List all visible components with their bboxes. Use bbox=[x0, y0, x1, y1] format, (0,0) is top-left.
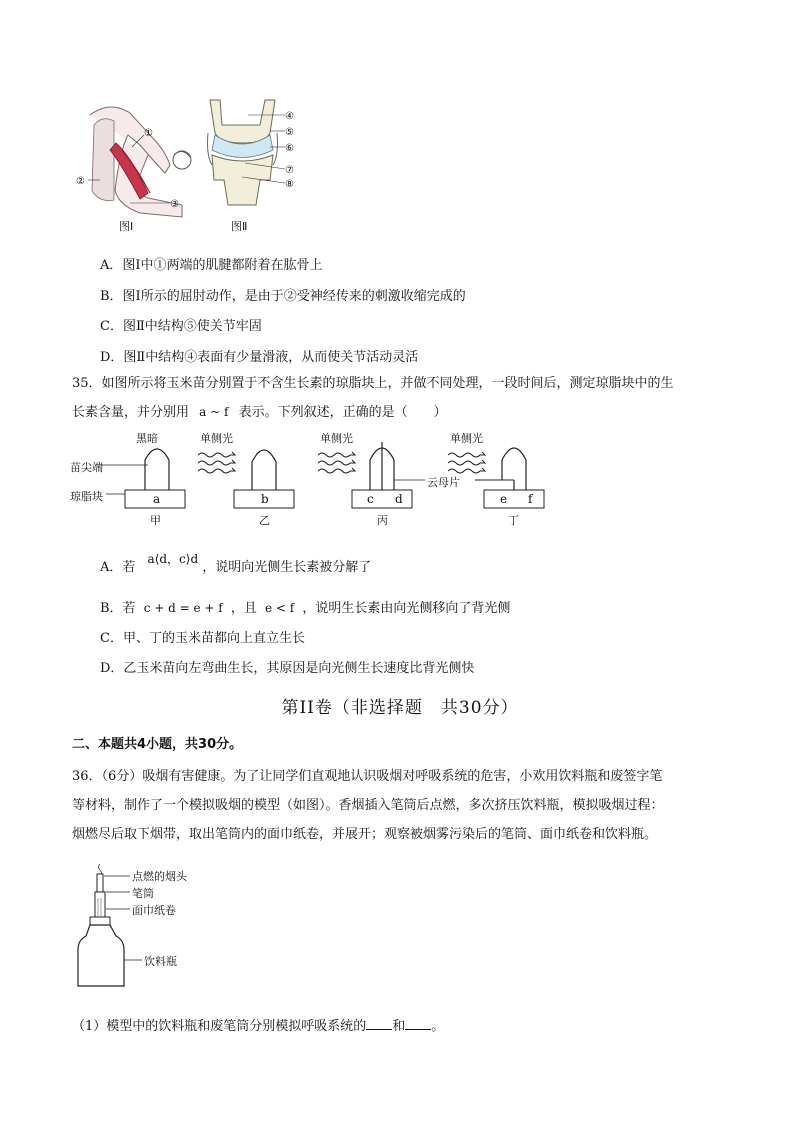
caption-yi: 乙 bbox=[259, 514, 270, 527]
q34-option-c: C．图Ⅱ中结构⑤使关节牢固 bbox=[100, 319, 262, 334]
agar-block-ding bbox=[484, 490, 544, 508]
q35-b-pre: B．若 bbox=[100, 601, 136, 616]
label-mica: 云母片 bbox=[427, 476, 460, 489]
q35-line2-pre: 长素含量，并分别用 bbox=[72, 405, 190, 420]
q35-option-d: D．乙玉米苗向左弯曲生长，其原因是向光侧生长速度比背光侧快 bbox=[100, 661, 475, 676]
q35-line2 bbox=[72, 398, 732, 427]
label-tip: 苗尖端 bbox=[70, 461, 103, 474]
answer-blank-1 bbox=[366, 1017, 392, 1030]
fig2-caption: 图Ⅱ bbox=[231, 220, 248, 233]
q36-sub1 bbox=[72, 1015, 444, 1034]
fig1-caption: 图Ⅰ bbox=[119, 220, 134, 233]
agar-block-bing bbox=[352, 490, 412, 508]
label-dark: 黑暗 bbox=[136, 432, 158, 445]
q36-line2: 等材料，制作了一个模拟吸烟的模型（如图）。香烟插入笔筒后点燃，多次挤压饮料瓶，模拟吸烟过程： bbox=[72, 798, 664, 813]
q36-line1: 36．（6分）吸烟有害健康。为了让同学们直观地认识吸烟对呼吸系统的危害，小欢用饮料瓶和废签字笔 bbox=[72, 769, 663, 784]
block-c: c bbox=[367, 492, 374, 506]
label-light-yi: 单侧光 bbox=[200, 432, 233, 445]
q35-line2-post: 表示。下列叙述，正确的是（ ） bbox=[238, 405, 447, 420]
q36-stem bbox=[72, 762, 732, 849]
smoking-model-figure bbox=[72, 862, 272, 992]
label-tissue-roll: 面巾纸卷 bbox=[132, 904, 176, 917]
q35-option-a bbox=[100, 552, 372, 575]
marker-7: ⑦ bbox=[285, 165, 294, 176]
block-d: d bbox=[395, 492, 403, 506]
q36-sub1-pre: （1）模型中的饮料瓶和废笔筒分别模拟呼吸系统的 bbox=[72, 1019, 367, 1034]
answer-blank-2 bbox=[405, 1017, 431, 1030]
q36-line3: 烟燃尽后取下烟带，取出笔筒内的面巾纸卷，并展开；观察被烟雾污染后的笔筒、面巾纸卷和饮料瓶。 bbox=[72, 827, 658, 842]
q34-option-a: A．图Ⅰ中①两端的肌腱都附着在肱骨上 bbox=[100, 258, 323, 273]
marker-6: ⑥ bbox=[285, 143, 294, 154]
label-bottle: 饮料瓶 bbox=[144, 955, 177, 968]
seedling-jia bbox=[145, 449, 169, 490]
q35-stem bbox=[72, 369, 732, 427]
q34-option-b: B．图Ⅰ所示的屈肘动作，是由于②受神经传来的刺激收缩完成的 bbox=[100, 289, 466, 304]
seedling-yi bbox=[252, 450, 276, 490]
label-pen-tube: 笔筒 bbox=[132, 887, 154, 900]
caption-bing: 丙 bbox=[377, 514, 388, 527]
block-e: e bbox=[500, 492, 508, 506]
q35-b-post: ，说明生长素由向光侧移向了背光侧 bbox=[302, 601, 511, 616]
marker-3: ③ bbox=[170, 199, 179, 210]
marker-1: ① bbox=[144, 128, 153, 139]
caption-ding: 丁 bbox=[508, 514, 519, 527]
label-lit-cigarette: 点燃的烟头 bbox=[132, 870, 187, 883]
bottle bbox=[78, 925, 124, 986]
q35-b-math1: c + d = e + f bbox=[143, 601, 223, 615]
q35-option-b bbox=[100, 597, 510, 616]
marker-8: ⑧ bbox=[285, 179, 294, 190]
section-title: 第II卷（非选择题 共30分） bbox=[281, 698, 519, 718]
q35-b-math2: e < f bbox=[265, 601, 295, 615]
marker-4: ④ bbox=[285, 111, 294, 122]
arm-diagram bbox=[76, 107, 191, 217]
q35-b-mid: ，且 bbox=[230, 601, 257, 616]
q36-sub1-mid: 和 bbox=[392, 1019, 406, 1034]
block-b: b bbox=[261, 492, 269, 506]
block-a: a bbox=[153, 492, 161, 506]
q35-a-pre: A．若 bbox=[100, 560, 136, 575]
wavy-light-bing bbox=[318, 453, 350, 473]
wavy-light-ding bbox=[448, 453, 480, 473]
q34-option-d: D．图Ⅱ中结构④表面有少量滑液，从而使关节活动灵活 bbox=[100, 350, 419, 365]
q35-option-c: C．甲、丁的玉米苗都向上直立生长 bbox=[100, 631, 305, 646]
marker-2: ② bbox=[76, 176, 85, 187]
marker-5: ⑤ bbox=[285, 127, 294, 138]
bottle-cap bbox=[90, 917, 110, 925]
caption-jia: 甲 bbox=[150, 514, 161, 527]
q35-line1: 35．如图所示将玉米苗分别置于不含生长素的琼脂块上，并做不同处理，一段时间后，测定琼脂块中的生 bbox=[72, 376, 674, 391]
q35-a-post: ，说明向光侧生长素被分解了 bbox=[202, 560, 372, 575]
corn-figure bbox=[70, 430, 590, 530]
q35-a-math: a⟨d，c⟩d bbox=[147, 552, 199, 566]
q36-sub1-post: 。 bbox=[431, 1019, 445, 1034]
q35-range-math: a ~ f bbox=[199, 405, 229, 419]
wavy-light-yi bbox=[198, 453, 230, 473]
label-light-bing: 单侧光 bbox=[320, 432, 353, 445]
arm-joint-figure bbox=[70, 95, 310, 235]
block-f: f bbox=[528, 492, 533, 506]
part-two-heading: 二、本题共4小题，共30分。 bbox=[72, 737, 243, 752]
joint-diagram bbox=[208, 100, 295, 205]
label-agar: 琼脂块 bbox=[70, 490, 103, 503]
cigarette bbox=[97, 874, 103, 894]
label-light-ding: 单侧光 bbox=[450, 432, 483, 445]
